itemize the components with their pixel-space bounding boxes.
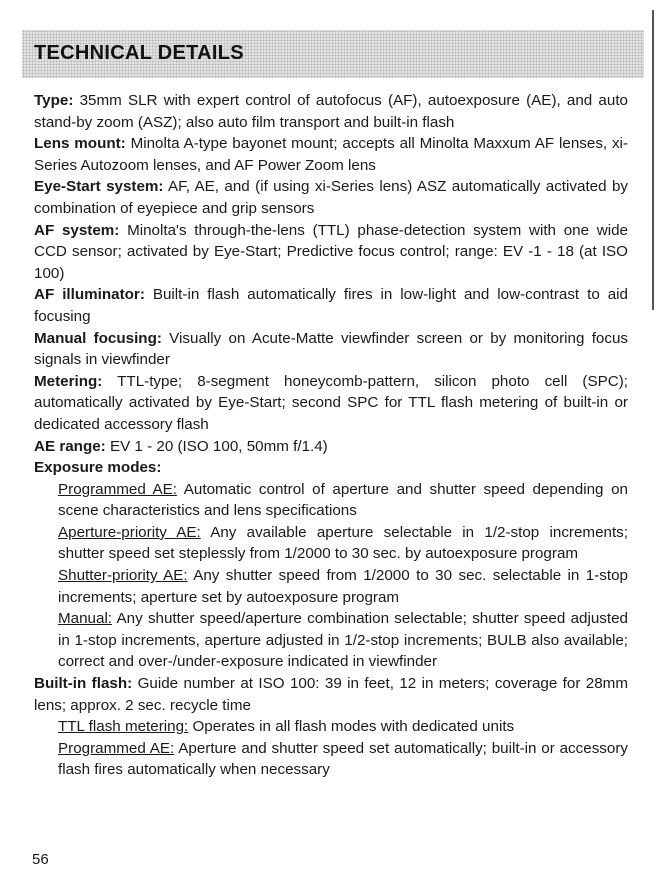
spec-metering: [34, 371, 628, 436]
spec-type: [34, 90, 628, 133]
spec-label: Manual focusing:: [34, 329, 162, 347]
spec-text: EV 1 - 20 (ISO 100, 50mm f/1.4): [105, 437, 328, 455]
exposure-aperture-priority: [58, 522, 628, 565]
mode-text: Any available aperture selectable in 1/2-stop increments; shutter speed set steplessly from 1/2000 to 30 sec. by autoexposure program: [58, 523, 628, 563]
spec-label: Metering:: [34, 372, 103, 390]
spec-label: AE range:: [34, 437, 106, 455]
spec-built-in-flash: [34, 673, 628, 716]
mode-text: Aperture and shutter speed set automatically; built-in or accessory flash fires automatically when necessary: [58, 739, 628, 779]
spec-af-system: [34, 220, 628, 285]
spec-label: AF system:: [34, 221, 120, 239]
spec-label: Lens mount:: [34, 135, 126, 153]
spec-label: Built-in flash:: [34, 675, 133, 693]
spec-text: TTL-type; 8-segment honeycomb-pattern, silicon photo cell (SPC); automatically activated by Eye-Start; second SPC for TTL flash metering of built-in or dedicated accessory flash: [34, 372, 628, 433]
mode-label: Manual:: [58, 610, 113, 628]
spec-text: Minolta A-type bayonet mount; accepts all Minolta Maxxum AF lenses, xi-Series Autozoom lenses, and AF Power Zoom lens: [34, 135, 628, 174]
page-title: TECHNICAL DETAILS: [34, 42, 244, 64]
mode-text: Any shutter speed from 1/2000 to 30 sec. selectable in 1-stop increments; aperture set by autoexposure program: [58, 567, 628, 606]
flash-programmed-ae: [58, 738, 628, 781]
spec-content: [34, 90, 628, 781]
spec-af-illuminator: [34, 284, 628, 327]
mode-label: Programmed AE:: [58, 480, 178, 498]
mode-text: Operates in all flash modes with dedicated units: [188, 718, 515, 736]
spec-lens-mount: [34, 133, 628, 176]
spec-label: Type:: [34, 92, 74, 109]
mode-label: TTL flash metering:: [58, 718, 189, 736]
title-band: [22, 30, 644, 78]
mode-label: Shutter-priority AE:: [58, 567, 188, 585]
exposure-programmed-ae: [58, 479, 628, 522]
spec-text: Guide number at ISO 100: 39 in feet, 12 in meters; coverage for 28mm lens; approx. 2 sec. recycle time: [34, 675, 628, 714]
exposure-modes-heading: Exposure modes:: [34, 459, 162, 477]
mode-text: Automatic control of aperture and shutter speed depending on scene characteristics and lens specifications: [58, 480, 628, 520]
spec-label: Eye-Start system:: [34, 178, 164, 196]
spec-text: AF, AE, and (if using xi-Series lens) ASZ automatically activated by combination of eyepiece and grip sensors: [34, 178, 628, 217]
margin-rule: [652, 10, 654, 310]
exposure-manual: [58, 608, 628, 673]
mode-label: Aperture-priority AE:: [58, 523, 201, 541]
page-number: 56: [32, 851, 49, 868]
spec-ae-range: [34, 436, 628, 458]
spec-manual-focusing: [34, 328, 628, 371]
spec-label: AF illuminator:: [34, 286, 145, 304]
spec-text: Built-in flash automatically fires in low-light and low-contrast to aid focusing: [34, 286, 628, 325]
spec-text: Minolta's through-the-lens (TTL) phase-detection system with one wide CCD sensor; activated by Eye-Start; Predictive focus control; range: EV -1 - 18 (at ISO 100): [34, 221, 629, 282]
mode-text: Any shutter speed/aperture combination selectable; shutter speed adjusted in 1-stop increments, aperture adjusted in 1/2-stop increments; BULB also available; correct and over-/under-exposure indicated in viewfinder: [58, 610, 628, 671]
exposure-shutter-priority: [58, 565, 628, 608]
flash-ttl-metering: [58, 716, 628, 738]
spec-text: Visually on Acute-Matte viewfinder screen or by monitoring focus signals in viewfinder: [34, 329, 628, 369]
mode-label: Programmed AE:: [58, 739, 175, 757]
spec-eye-start: [34, 176, 628, 219]
spec-text: 35mm SLR with expert control of autofocus (AF), autoexposure (AE), and auto stand-by zoom (ASZ); also auto film transport and built-in flash: [34, 92, 628, 131]
